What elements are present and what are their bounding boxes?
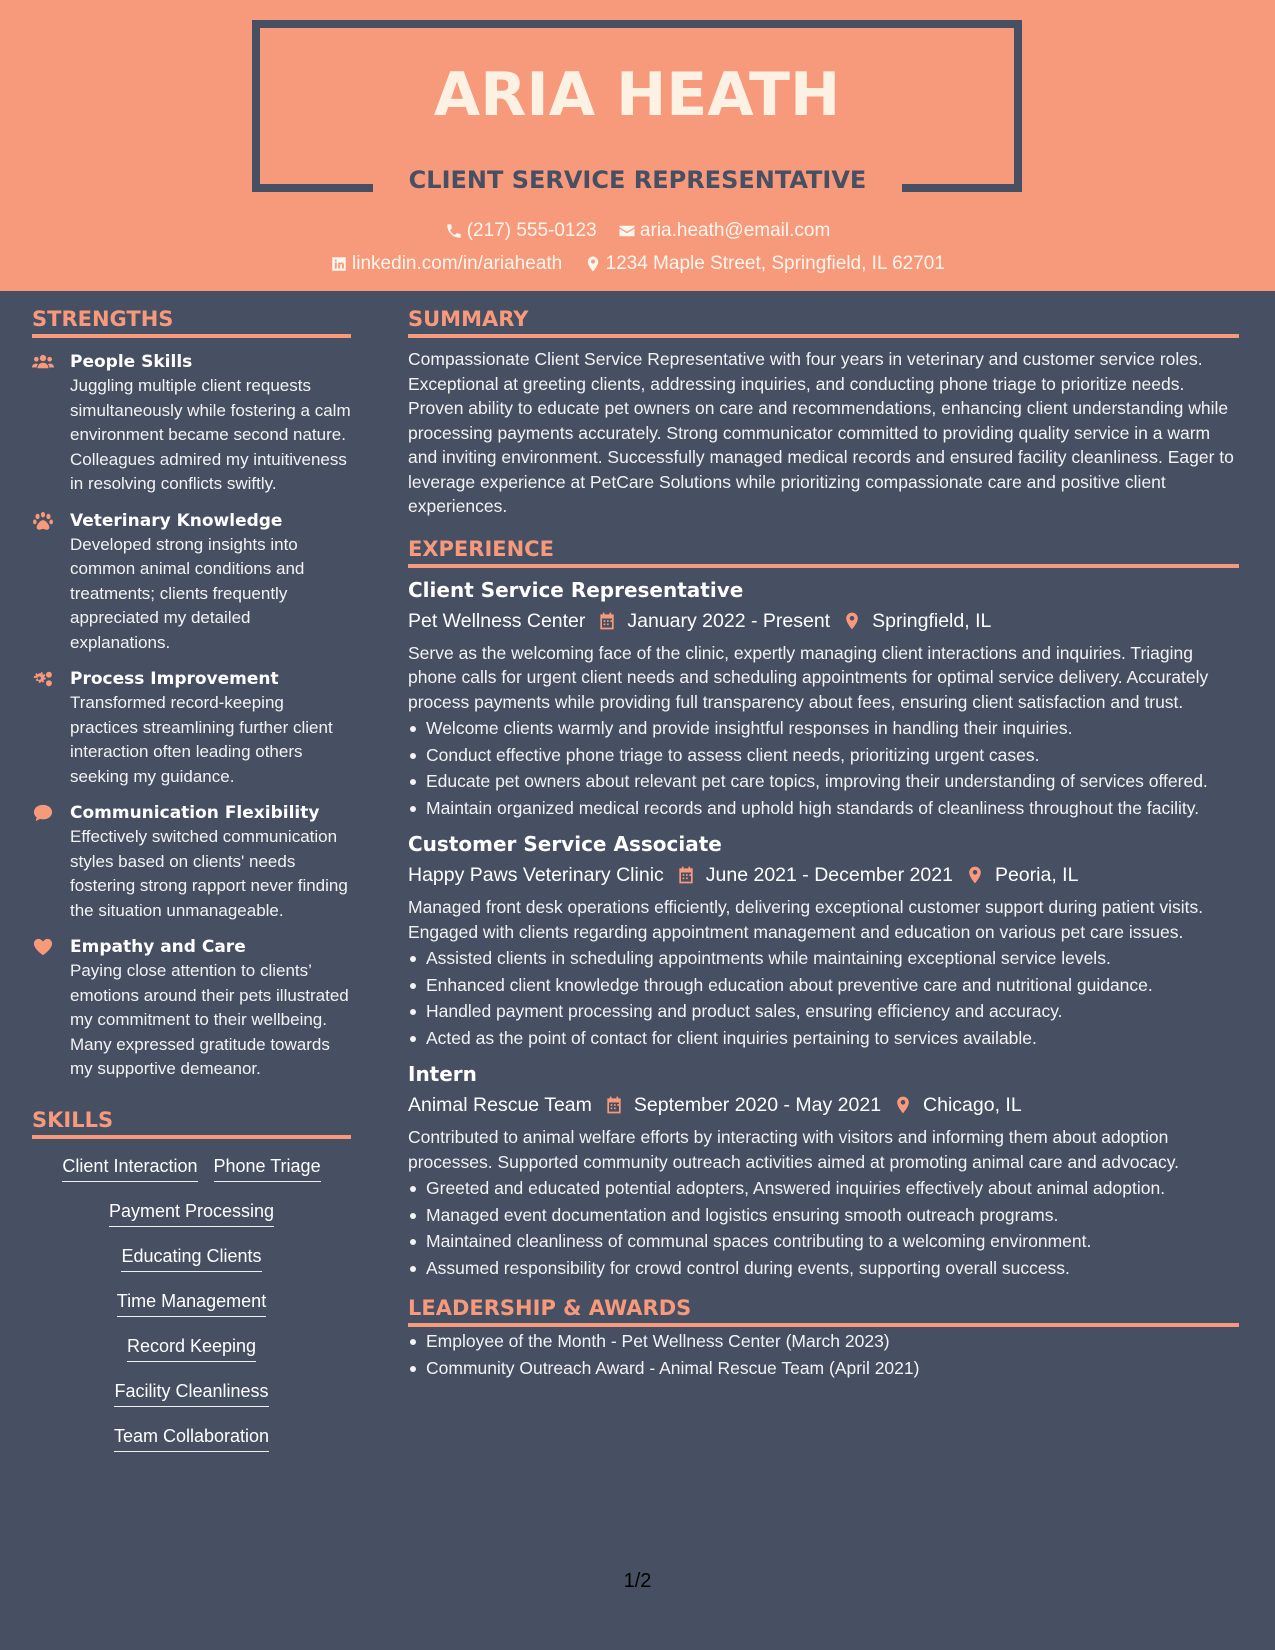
job-title: Client Service Representative	[408, 577, 744, 602]
skill-tag: Time Management	[117, 1288, 266, 1317]
skill-tag: Client Interaction	[62, 1153, 197, 1182]
strength-title: Veterinary Knowledge	[70, 510, 283, 531]
job-company: Animal Rescue Team	[408, 1094, 592, 1116]
phone-icon	[445, 222, 463, 240]
summary-heading: SUMMARY	[408, 307, 1239, 338]
job-description: Managed front desk operations efficiently, delivering exceptional customer support during patient visits. Engaged with clients regarding appointment management and education on various pet care issues.	[408, 897, 1204, 942]
summary-text: Compassionate Client Service Representative with four years in veterinary and customer service roles. Exceptional at greeting clients, addressing inquiries, and conducting phone triage to prioritize needs. Proven ability to educate pet owners on care and recommendations, enhancing client understanding while processing payments accurately. Strong communicator committed to providing quality service in a warm and inviting environment. Successfully managed medical records and ensured facility cleanliness. Eager to leverage experience at PetCare Solutions while prioritizing compassionate care and positive client experiences.	[408, 349, 1234, 516]
job-entry	[408, 1060, 1239, 1280]
skill-tag: Record Keeping	[127, 1333, 256, 1362]
header-frame-bottom-left	[252, 184, 373, 192]
list-item: Acted as the point of contact for client inquiries pertaining to services available.	[408, 1026, 1239, 1051]
header-frame-bottom-right	[902, 184, 1022, 192]
list-item: Educate pet owners about relevant pet care topics, improving their understanding of services offered.	[408, 769, 1239, 794]
skill-tag: Phone Triage	[214, 1153, 321, 1182]
skill-tag: Educating Clients	[121, 1243, 261, 1272]
linkedin-text[interactable]: linkedin.com/in/ariaheath	[352, 253, 563, 274]
list-item: Enhanced client knowledge through education about preventive care and nutritional guidance.	[408, 973, 1239, 998]
candidate-role: CLIENT SERVICE REPRESENTATIVE	[408, 166, 867, 194]
list-item: Conduct effective phone triage to assess client needs, prioritizing urgent cases.	[408, 743, 1239, 768]
people-icon	[32, 352, 54, 372]
strength-desc: Effectively switched communication styles based on clients' needs fostering strong rapport never finding the situation unmanageable.	[70, 827, 348, 920]
skill-tag: Payment Processing	[109, 1198, 274, 1227]
job-bullets	[408, 1176, 1239, 1280]
calendar-icon	[676, 865, 696, 885]
skill-tag: Facility Cleanliness	[114, 1378, 268, 1407]
job-entry	[408, 830, 1239, 1050]
calendar-icon	[597, 611, 617, 631]
job-meta	[408, 607, 1239, 635]
strength-title: Empathy and Care	[70, 937, 246, 957]
list-item: Employee of the Month - Pet Wellness Center (March 2023)	[408, 1329, 1239, 1354]
leadership-heading: LEADERSHIP & AWARDS	[408, 1296, 1239, 1327]
contact-linkedin	[330, 253, 562, 275]
map-pin-icon	[965, 865, 985, 885]
strength-desc: Paying close attention to clients’ emotions around their pets illustrated my commitment to their wellbeing. Many expressed gratitude towards my supportive demeanor.	[70, 961, 349, 1078]
job-location: Springfield, IL	[872, 609, 992, 632]
contact-email	[618, 220, 830, 242]
strength-item	[32, 509, 351, 656]
paw-icon	[32, 511, 54, 531]
job-description: Contributed to animal welfare efforts by interacting with visitors and informing them about adoption processes. Supported community outreach activities aimed at promoting animal care and advocacy.	[408, 1127, 1180, 1172]
job-bullets	[408, 946, 1239, 1050]
strength-item	[32, 935, 351, 1082]
job-meta	[408, 1091, 1239, 1119]
header-band	[0, 0, 1275, 291]
job-entry	[408, 576, 1239, 821]
list-item: Welcome clients warmly and provide insightful responses in handling their inquiries.	[408, 716, 1239, 741]
page-number: 1/2	[623, 1570, 652, 1592]
contact-address	[584, 253, 945, 275]
strengths-heading: STRENGTHS	[32, 307, 351, 338]
job-bullets	[408, 716, 1239, 820]
map-pin-icon	[584, 255, 602, 273]
map-pin-icon	[893, 1095, 913, 1115]
job-dates: January 2022 - Present	[627, 609, 831, 632]
list-item: Assumed responsibility for crowd control during events, supporting overall success.	[408, 1256, 1239, 1281]
candidate-name: ARIA HEATH	[433, 60, 841, 130]
skills-heading: SKILLS	[32, 1108, 351, 1139]
job-meta	[408, 861, 1239, 889]
strength-item	[32, 667, 351, 789]
linkedin-icon	[330, 255, 348, 273]
job-location: Peoria, IL	[994, 864, 1079, 886]
skill-tag: Team Collaboration	[114, 1423, 269, 1452]
strength-desc: Developed strong insights into common animal conditions and treatments; clients frequently appreciated my detailed explanations.	[70, 534, 305, 652]
job-company: Happy Paws Veterinary Clinic	[408, 864, 664, 886]
strength-title: People Skills	[70, 352, 193, 372]
job-title: Customer Service Associate	[408, 832, 722, 856]
strength-desc: Transformed record-keeping practices streamlining further client interaction often leading others seeking my guidance.	[70, 693, 333, 786]
job-title: Intern	[408, 1062, 477, 1086]
address-text: 1234 Maple Street, Springfield, IL 62701	[605, 253, 945, 274]
skills-list	[32, 1139, 351, 1460]
contact-row-1	[0, 220, 1275, 246]
leadership-list	[408, 1329, 1239, 1380]
strength-item	[32, 350, 351, 497]
gears-icon	[32, 669, 54, 689]
phone-text: (217) 555-0123	[466, 220, 597, 241]
experience-heading: EXPERIENCE	[408, 537, 1239, 568]
job-description: Serve as the welcoming face of the clinic, expertly managing client interactions and inquiries. Triaging phone calls for urgent client needs and scheduling appointments for optimal service delivery. Accurately process payments while providing full transparency about fees, ensuring client satisfaction and trust.	[408, 642, 1209, 712]
strength-item	[32, 801, 351, 923]
job-dates: June 2021 - December 2021	[705, 864, 953, 886]
calendar-icon	[604, 1095, 624, 1115]
strength-title: Communication Flexibility	[70, 803, 320, 823]
job-dates: September 2020 - May 2021	[633, 1094, 882, 1116]
job-location: Chicago, IL	[923, 1094, 1022, 1116]
left-column	[32, 307, 351, 1460]
list-item: Maintained cleanliness of communal spaces contributing to a welcoming environment.	[408, 1229, 1239, 1254]
strength-desc: Juggling multiple client requests simultaneously while fostering a calm environment became second nature. Colleagues admired my intuitiveness in resolving conflicts swiftly.	[70, 376, 351, 493]
list-item: Maintain organized medical records and uphold high standards of cleanliness throughout the facility.	[408, 796, 1239, 821]
list-item: Handled payment processing and product sales, ensuring efficiency and accuracy.	[408, 999, 1239, 1024]
chat-bubble-icon	[32, 803, 54, 823]
right-column	[408, 307, 1239, 1382]
job-company: Pet Wellness Center	[408, 609, 586, 632]
strength-title: Process Improvement	[70, 669, 279, 689]
envelope-icon	[618, 222, 636, 240]
list-item: Assisted clients in scheduling appointments while maintaining exceptional service levels.	[408, 946, 1239, 971]
list-item: Greeted and educated potential adopters, Answered inquiries effectively about animal adoption.	[408, 1176, 1239, 1201]
list-item: Managed event documentation and logistics ensuring smooth outreach programs.	[408, 1203, 1239, 1228]
email-text[interactable]: aria.heath@email.com	[639, 220, 831, 241]
list-item: Community Outreach Award - Animal Rescue Team (April 2021)	[408, 1356, 1239, 1381]
contact-phone	[445, 220, 597, 242]
heart-icon	[32, 937, 54, 957]
map-pin-icon	[842, 611, 862, 631]
contact-row-2	[0, 253, 1275, 279]
